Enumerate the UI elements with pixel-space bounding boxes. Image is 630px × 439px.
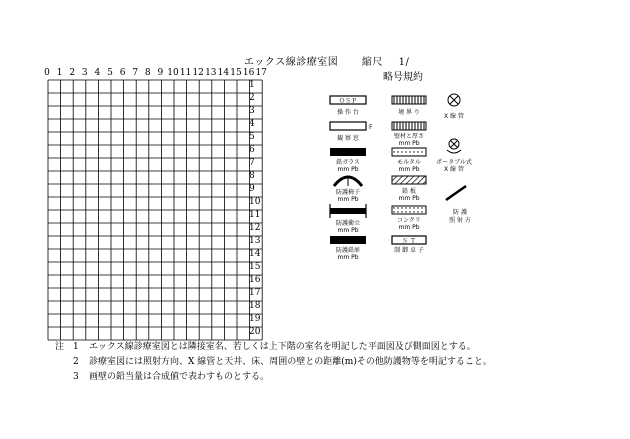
notes-lead: 注: [55, 342, 65, 352]
grid-x-label: 15: [230, 68, 242, 78]
lead-plate-sub: mm Pb: [398, 195, 420, 202]
shield-door-label: 防護鉛扉: [335, 247, 361, 254]
grid-x-label: 6: [119, 68, 126, 78]
protect-direction-sub: 照 射 方: [449, 217, 471, 224]
grid-y-label: 17: [249, 288, 261, 298]
grid-x-label: 0: [44, 68, 50, 78]
grid-x-label: 12: [192, 68, 204, 78]
notes-section: [55, 340, 492, 385]
grid-y-label: 7: [249, 158, 255, 168]
note-number: 3: [73, 372, 79, 382]
grid-x-label: 11: [179, 68, 192, 78]
grid-x-label: 9: [157, 68, 164, 78]
grid-y-label: 10: [249, 197, 261, 207]
grid-y-label: 16: [249, 275, 261, 285]
grid-x-label: 13: [205, 68, 217, 78]
note-item: [55, 355, 492, 370]
lead-plate-label: 鉛 板: [402, 188, 416, 195]
legend-title: 略号規約: [383, 72, 423, 83]
portable-tube-label: ポータブル式: [436, 159, 472, 166]
note-item: [55, 340, 492, 355]
grid-x-label: 2: [69, 68, 76, 78]
grid-x-label: 8: [144, 68, 151, 78]
control-panel-label: 制 御 卓 子: [394, 247, 424, 254]
protect-direction-text: [449, 208, 471, 224]
shield-chair-label: 防護椅子: [335, 189, 361, 196]
shield-door-symbol: [330, 236, 366, 260]
lead-plate-symbol: [392, 176, 426, 202]
xray-tube-symbol: [444, 94, 464, 120]
osp-box-text: ＯＳＰ: [338, 97, 358, 105]
leaded-glass-label: 鉛ガラス: [336, 159, 360, 166]
st-box-text: Ｓ Ｔ: [402, 237, 416, 245]
observation-window-symbol: [330, 122, 373, 142]
grid-x-label: 5: [107, 68, 113, 78]
concrete-symbol: [392, 206, 426, 231]
scale-label: 縮尺: [361, 57, 383, 68]
grid-x-label: 16: [242, 68, 255, 78]
grid-y-label: 9: [249, 184, 255, 194]
grid-y-label: 18: [249, 301, 261, 311]
wall-material-label: 壁材と厚さ: [393, 133, 425, 140]
wall-boundary-label: 境 界 り: [398, 109, 420, 116]
grid-x-label: 1: [56, 68, 63, 78]
grid-y-label: 2: [249, 93, 255, 103]
grid-y-label: 15: [249, 262, 261, 272]
scale-value: 1/: [398, 57, 410, 68]
note-number: 1: [73, 342, 79, 352]
grid-x-label: 7: [132, 68, 139, 78]
grid-x-label: 10: [167, 68, 179, 78]
grid-x-label: 14: [217, 68, 230, 78]
operating-table-label: 操 作 台: [337, 109, 359, 116]
shield-door-sub: mm Pb: [337, 254, 359, 260]
control-panel-symbol: [392, 236, 426, 254]
title-text: エックス線診療室図: [244, 57, 339, 68]
grid-y-label: 1: [249, 80, 255, 90]
concrete-label: コンクリ: [397, 217, 421, 224]
grid-y-label: 14: [249, 249, 261, 259]
grid-y-label: 3: [249, 106, 255, 116]
symbol-legend: [324, 90, 484, 260]
grid-y-label: 8: [249, 171, 255, 181]
grid-y-label: 12: [249, 223, 261, 233]
grid-x-label: 17: [255, 68, 267, 78]
note-item: [55, 370, 492, 385]
grid-y-label: 6: [249, 145, 255, 155]
note-number: 2: [73, 357, 79, 367]
grid-y-label: 4: [249, 119, 255, 129]
wall-boundary-symbol: [392, 96, 426, 116]
shield-screen-sub: mm Pb: [337, 227, 359, 234]
grid-y-label: 19: [249, 314, 261, 324]
grid-y-label: 13: [249, 236, 261, 246]
grid-y-label: 5: [249, 132, 255, 142]
shield-screen-label: 防護衝立: [335, 220, 361, 227]
leaded-glass-sub: mm Pb: [337, 166, 359, 173]
drawing-grid: [47, 79, 263, 341]
grid-x-label: 4: [94, 68, 101, 78]
note-text: 画壁の鉛当量は合成値で表わすものとする。: [89, 372, 270, 382]
observation-window-label: 観 察 窓: [337, 135, 359, 142]
shield-screen-symbol: [330, 204, 366, 234]
grid-y-label: 20: [249, 327, 261, 337]
mortar-symbol: [392, 148, 426, 173]
protect-direction-symbol: [446, 186, 466, 200]
portable-tube-sub: X 線 管: [444, 166, 464, 173]
svg-text:F: F: [369, 124, 373, 131]
shield-chair-sub: mm Pb: [337, 196, 359, 203]
wall-material-sub: mm Pb: [398, 140, 420, 147]
xray-tube-label: X 線 管: [444, 113, 464, 120]
note-text: エックス線診療室図とは隣接室名、若しくは上下階の室名を明記した平面図及び側面図とする。: [89, 342, 476, 352]
drawing-title: [244, 53, 409, 68]
grid-y-label: 11: [249, 210, 261, 220]
wall-material-symbol: [392, 122, 426, 147]
grid-x-label: 3: [81, 68, 88, 78]
mortar-sub: mm Pb: [398, 166, 420, 173]
osp-symbol: [330, 96, 366, 116]
mortar-label: モルタル: [397, 159, 421, 166]
portable-tube-symbol: [436, 139, 472, 173]
concrete-sub: mm Pb: [398, 224, 420, 231]
shield-chair-symbol: [334, 177, 362, 203]
protect-direction-label: 防 護: [453, 209, 467, 216]
leaded-glass-symbol: [330, 148, 366, 173]
note-text: 診療室図には照射方向、X 線管と天井、床、周囲の壁との距離(m)その他防護物等を明記すること。: [89, 357, 492, 367]
